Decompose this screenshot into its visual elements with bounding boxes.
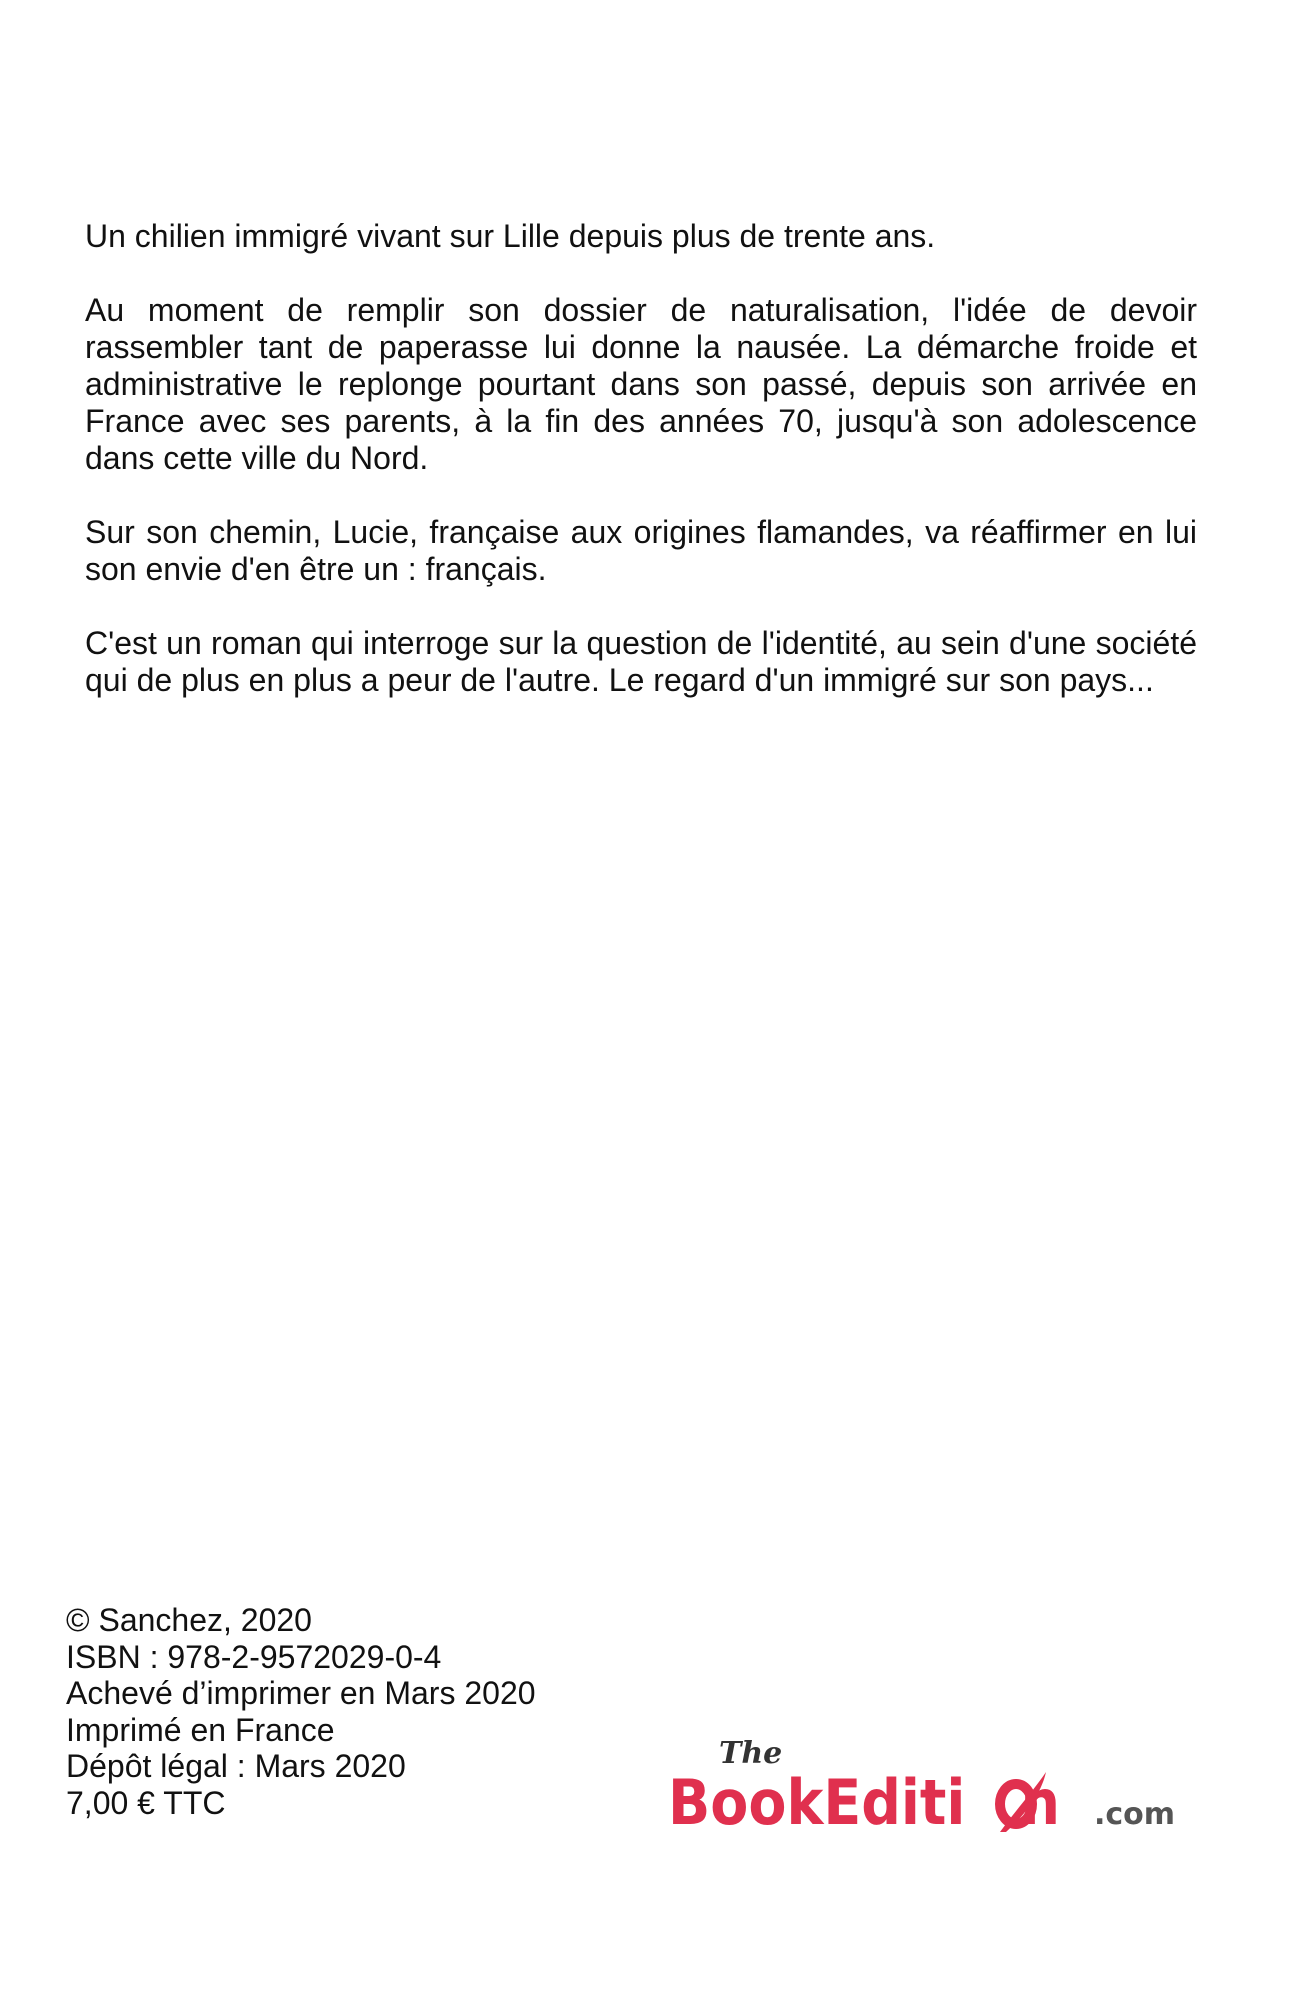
isbn-line: ISBN : 978-2-9572029-0-4 — [66, 1638, 442, 1675]
logo-brand-end: n — [1020, 1766, 1065, 1839]
blurb-paragraph-1: Un chilien immigré vivant sur Lille depuis plus de trente ans. — [85, 218, 936, 254]
price-line: 7,00 € TTC — [66, 1784, 226, 1821]
legal-deposit-line: Dépôt légal : Mars 2020 — [66, 1748, 406, 1784]
colophon — [66, 1602, 536, 1821]
logo-the-text: The — [719, 1736, 783, 1771]
blurb-paragraph-3: Sur son chemin, Lucie, française aux origines flamandes, va réaffirmer en lui son envie d'en être un : français. — [85, 514, 1197, 587]
printed-country-line: Imprimé en France — [66, 1711, 335, 1748]
blurb-paragraph-2: Au moment de remplir son dossier de naturalisation, l'idée de devoir rassembler tant de paperasse lui donne la nausée. La démarche froide et administrative le replonge pourtant dans son passé, depuis son arrivée en France avec ses parents, à la fin des années 70, jusqu'à son adolescence dans cette ville du Nord. — [85, 292, 1197, 476]
blurb — [85, 218, 1197, 736]
blurb-paragraph-4: C'est un roman qui interroge sur la question de l'identité, au sein d'une société qui de plus en plus a peur de l'autre. Le regard d'un immigré sur son pays... — [85, 625, 1197, 698]
logo-suffix-text: .com — [1094, 1797, 1176, 1832]
publisher-logo — [664, 1728, 1204, 1840]
copyright-line: © Sanchez, 2020 — [66, 1602, 312, 1638]
printed-date-line: Achevé d’imprimer en Mars 2020 — [66, 1675, 536, 1711]
logo-brand-main: BookEditi — [668, 1766, 1001, 1839]
